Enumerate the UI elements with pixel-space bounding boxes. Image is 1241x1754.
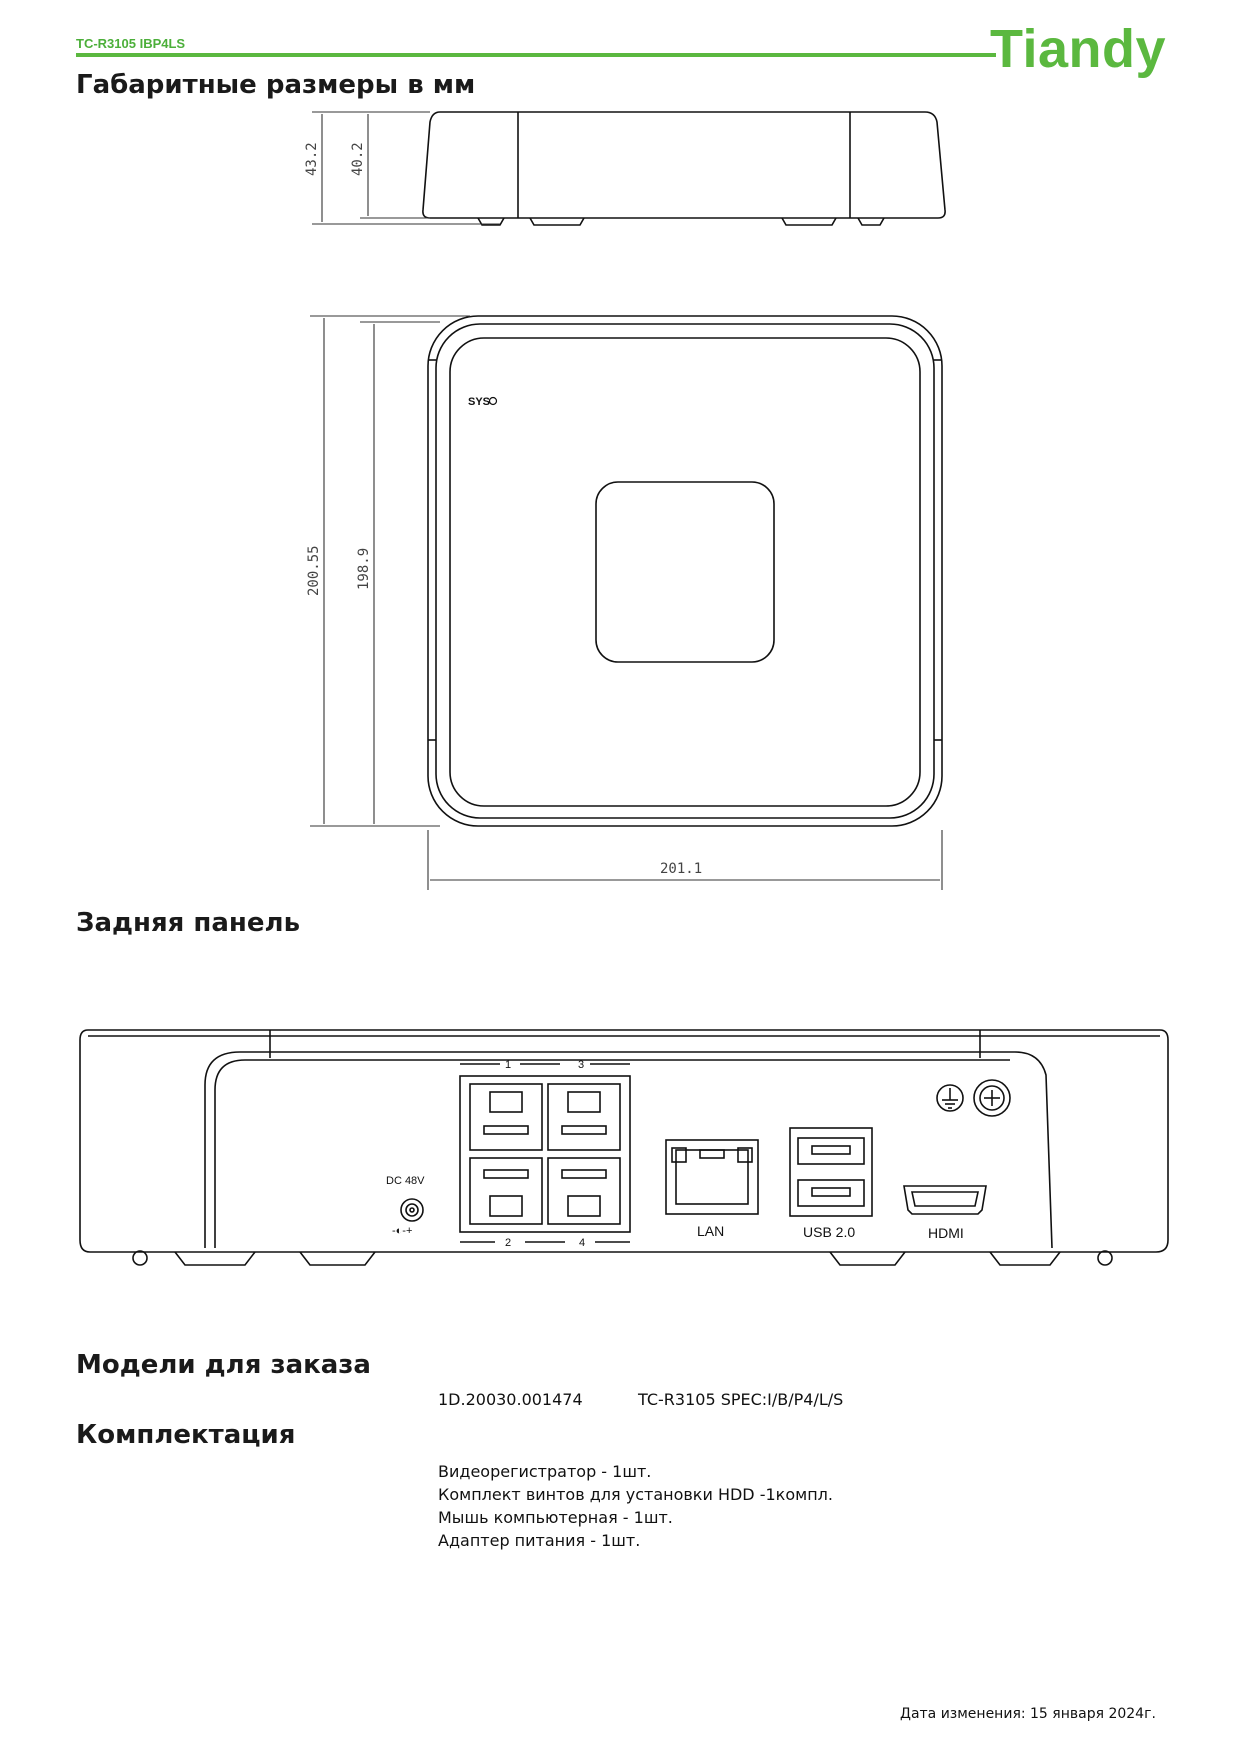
top-depth-outer-label: 200.55	[306, 545, 322, 596]
brand-logo: Tiandy	[990, 19, 1167, 79]
poe-port-3-label: 3	[578, 1059, 585, 1071]
order-models-title: Модели для заказа	[76, 1350, 371, 1380]
poe-port-1-label: 1	[505, 1059, 512, 1071]
side-height-inner-label: 40.2	[350, 142, 366, 176]
sys-indicator-label: SYS	[468, 396, 491, 408]
package-contents-list	[438, 1460, 833, 1552]
polarity-label: -◐-+	[392, 1225, 413, 1237]
rear-panel-title: Задняя панель	[76, 908, 301, 938]
rear-panel-drawing	[80, 1030, 1168, 1265]
list-item: Комплект винтов для установки HDD -1компл.	[438, 1485, 833, 1504]
top-view-drawing	[310, 316, 942, 890]
side-view-drawing	[312, 112, 945, 225]
hdmi-label: HDMI	[928, 1225, 964, 1241]
top-width-label: 201.1	[660, 861, 703, 877]
poe-port-4-label: 4	[579, 1237, 586, 1249]
list-item: Адаптер питания - 1шт.	[438, 1531, 641, 1550]
package-contents-title: Комплектация	[76, 1420, 296, 1450]
order-code: 1D.20030.001474	[438, 1390, 583, 1409]
dimensions-title: Габаритные размеры в мм	[76, 70, 476, 100]
order-model: TC-R3105 SPEC:I/B/P4/L/S	[638, 1390, 844, 1409]
power-label: DC 48V	[386, 1175, 425, 1187]
list-item: Видеорегистратор - 1шт.	[438, 1462, 652, 1481]
top-depth-inner-label: 198.9	[356, 547, 372, 590]
revision-date: Дата изменения: 15 января 2024г.	[900, 1706, 1156, 1722]
lan-label: LAN	[697, 1223, 725, 1239]
usb-label: USB 2.0	[803, 1224, 856, 1240]
model-code: TC-R3105 IBP4LS	[76, 36, 186, 51]
side-height-outer-label: 43.2	[304, 142, 320, 176]
list-item: Мышь компьютерная - 1шт.	[438, 1508, 673, 1527]
poe-port-2-label: 2	[505, 1237, 512, 1249]
